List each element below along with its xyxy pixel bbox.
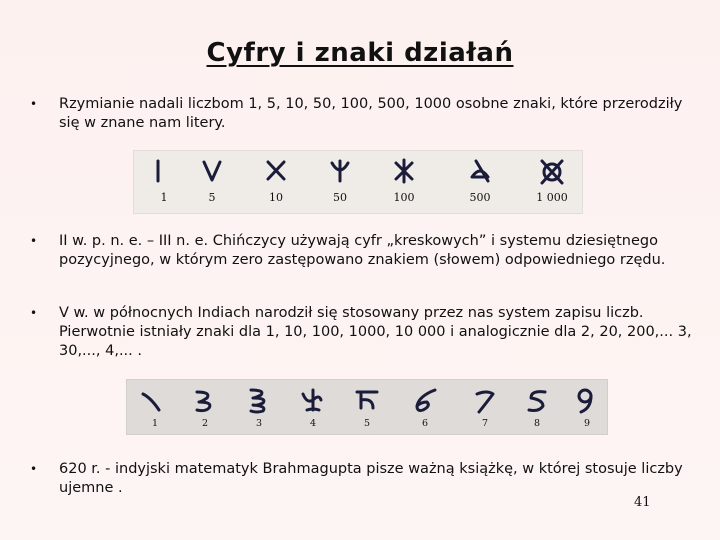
numeral-value: 50 — [333, 191, 347, 204]
numeral-cell — [450, 151, 510, 213]
numeral-cell — [310, 151, 370, 213]
numeral-value: 7 — [481, 418, 489, 429]
numeral-value: 10 — [269, 191, 283, 204]
brahmi-glyph-1 — [131, 386, 179, 414]
numeral-value: 4 — [309, 418, 317, 429]
numeral-value: 6 — [421, 418, 429, 429]
brahmi-glyph-9 — [563, 386, 611, 414]
numeral-value: 500 — [469, 191, 491, 204]
page-number: 41 — [634, 495, 651, 510]
bullet-marker: • — [30, 97, 38, 111]
brahmi-glyph-6 — [401, 386, 449, 414]
numeral-cell — [235, 380, 283, 434]
numeral-value: 3 — [255, 418, 263, 429]
numeral-cell — [182, 151, 242, 213]
numeral-glyph-1000 — [522, 157, 582, 185]
numeral-value: 2 — [201, 418, 209, 429]
brahmi-glyph-4 — [289, 386, 337, 414]
bullet-text: II w. p. n. e. – III n. e. Chińczycy używają cyfr „kreskowych” i systemu dziesiętnego pozycyjnego, w którym zero zastępowano znakiem (słowem) odpowiedniego rzędu. — [59, 233, 666, 268]
numeral-value: 100 — [393, 191, 415, 204]
numeral-value: 8 — [533, 418, 541, 429]
numeral-cell — [374, 151, 434, 213]
bullet-text: V w. w północnych Indiach narodził się stosowany przez nas system zapisu liczb. Pierwotnie istniały znaki dla 1, 10, 100, 1000, 10 000 i analogicznie dla 2, 20, 200,... 3, 30,..., 4,... . — [59, 305, 692, 359]
numeral-cell — [246, 151, 306, 213]
slide-title: Cyfry i znaki działań — [206, 38, 514, 68]
roman-numerals-figure — [133, 150, 583, 214]
numeral-value: 1 — [160, 191, 168, 204]
numeral-glyph-100 — [374, 157, 434, 185]
numeral-value: 5 — [363, 418, 371, 429]
numeral-value: 1 — [151, 418, 159, 429]
bullet-marker: • — [30, 234, 38, 248]
numeral-cell — [181, 380, 229, 434]
brahmi-glyph-3 — [235, 386, 283, 414]
numeral-glyph-10 — [246, 157, 306, 185]
numeral-cell — [522, 151, 582, 213]
numeral-cell — [289, 380, 337, 434]
numeral-value: 9 — [583, 418, 591, 429]
brahmi-glyph-2 — [181, 386, 229, 414]
numeral-value: 5 — [208, 191, 216, 204]
numeral-value: 1 000 — [536, 191, 568, 204]
bullet-text: 620 r. - indyjski matematyk Brahmagupta pisze ważną książkę, w której stosuje liczby ujemne . — [59, 461, 683, 496]
numeral-cell — [131, 380, 179, 434]
numeral-cell — [563, 380, 611, 434]
brahmi-glyph-5 — [343, 386, 391, 414]
brahmi-glyph-8 — [513, 386, 561, 414]
brahmi-glyph-7 — [461, 386, 509, 414]
numeral-glyph-50 — [310, 157, 370, 185]
numeral-cell — [513, 380, 561, 434]
bullet-marker: • — [30, 462, 38, 476]
numeral-cell — [343, 380, 391, 434]
brahmi-numerals-figure — [126, 379, 608, 435]
numeral-glyph-500 — [450, 157, 510, 185]
bullet-text: Rzymianie nadali liczbom 1, 5, 10, 50, 100, 500, 1000 osobne znaki, które przerodziły się w znane nam litery. — [59, 96, 683, 131]
bullet-marker: • — [30, 306, 38, 320]
numeral-glyph-5 — [182, 157, 242, 185]
numeral-cell — [401, 380, 449, 434]
numeral-cell — [461, 380, 509, 434]
